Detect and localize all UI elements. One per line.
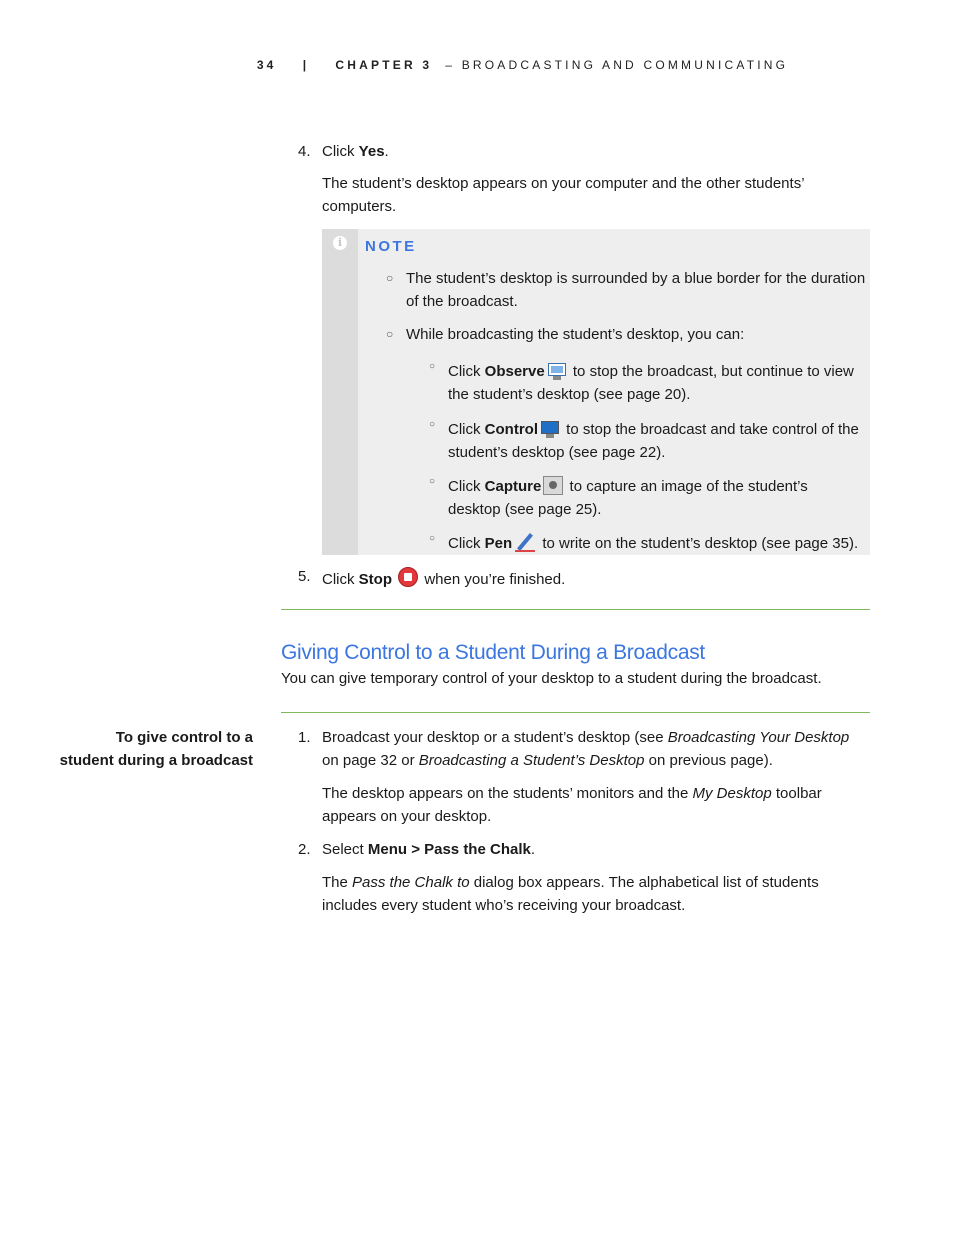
link-broadcasting-your-desktop: Broadcasting Your Desktop <box>667 729 850 746</box>
observe-label: Observe <box>484 363 545 380</box>
control-icon <box>540 421 560 438</box>
step-text: Click <box>322 571 359 588</box>
pen-icon <box>514 532 536 552</box>
note-item <box>406 267 868 313</box>
procedure-step-1-result <box>322 782 870 828</box>
step-text: on page 32 or <box>322 752 419 769</box>
pen-label: Pen <box>484 535 513 552</box>
procedure-step-2-result <box>322 871 870 917</box>
sub-text: to stop the broadcast, but continue to view <box>568 363 854 380</box>
step-text: Click <box>322 143 359 160</box>
capture-icon <box>543 476 563 495</box>
chapter-label: CHAPTER 3 <box>335 58 433 72</box>
note-line: The student’s desktop is surrounded by a blue border for the duration <box>406 270 866 287</box>
sub-text: to stop the broadcast and take control of the <box>562 421 859 438</box>
note-sub-item <box>448 418 868 464</box>
link-broadcasting-student-desktop: Broadcasting a Student’s Desktop <box>418 752 645 769</box>
stop-icon <box>398 567 418 587</box>
step-number: 5. <box>298 568 311 585</box>
control-label: Control <box>484 421 538 438</box>
result-line: computers. <box>322 198 397 215</box>
sub-text: Click <box>448 535 485 552</box>
sub-text: Click <box>448 363 485 380</box>
bullet-icon: ○ <box>386 327 394 341</box>
stop-label: Stop <box>358 571 392 588</box>
bullet-icon: ○ <box>386 271 394 285</box>
step-4-result <box>322 172 805 218</box>
note-sub-item <box>448 475 868 521</box>
note-sidebar <box>322 229 358 555</box>
sub-text: the student’s desktop (see page 20). <box>448 386 691 403</box>
header-separator: | <box>302 58 310 72</box>
procedure-heading-line: student during a broadcast <box>59 752 253 769</box>
page-header <box>0 58 954 72</box>
note-item: While broadcasting the student’s desktop, you can: <box>406 326 745 343</box>
step-text: Select <box>322 841 368 858</box>
step-text: . <box>384 143 389 160</box>
page-number: 34 <box>256 58 277 72</box>
step-5-text <box>322 567 565 591</box>
result-text: toolbar <box>771 785 822 802</box>
step-4-text <box>322 140 389 163</box>
sub-text: to write on the student’s desktop (see page 35). <box>538 535 859 552</box>
sub-bullet-icon: ○ <box>429 533 436 544</box>
result-line: The student’s desktop appears on your computer and the other students’ <box>322 175 805 192</box>
step-number: 2. <box>298 841 311 858</box>
sub-text: to capture an image of the student’s <box>565 478 808 495</box>
sub-bullet-icon: ○ <box>429 419 436 430</box>
procedure-heading <box>23 726 253 772</box>
yes-label: Yes <box>358 143 385 160</box>
note-sub-item <box>448 532 868 555</box>
chapter-title: – BROADCASTING AND COMMUNICATING <box>445 58 789 72</box>
procedure-step-1 <box>322 726 870 772</box>
observe-icon <box>547 363 567 380</box>
step-number: 1. <box>298 729 311 746</box>
capture-label: Capture <box>484 478 542 495</box>
dialog-name: Pass the Chalk to <box>352 874 470 891</box>
sub-text: desktop (see page 25). <box>448 501 602 518</box>
result-text: The desktop appears on the students’ monitors and the <box>322 785 693 802</box>
section-divider <box>281 712 870 713</box>
step-text: Broadcast your desktop or a student’s desktop (see <box>322 729 668 746</box>
procedure-heading-line: To give control to a <box>115 729 253 746</box>
sub-bullet-icon: ○ <box>429 361 436 372</box>
step-number: 4. <box>298 143 311 160</box>
step-text: . <box>530 841 536 858</box>
step-text: when you’re finished. <box>420 571 566 588</box>
menu-path: Menu > Pass the Chalk <box>367 841 531 858</box>
result-text: The <box>322 874 353 891</box>
note-sub-item <box>448 360 868 406</box>
sub-text: Click <box>448 478 485 495</box>
sub-text: student’s desktop (see page 22). <box>448 444 666 461</box>
note-line: of the broadcast. <box>406 293 518 310</box>
section-divider <box>281 609 870 610</box>
result-text: dialog box appears. The alphabetical list of students <box>469 874 819 891</box>
section-intro: You can give temporary control of your desktop to a student during the broadcast. <box>281 670 822 687</box>
procedure-step-2 <box>322 838 535 861</box>
info-icon: i <box>333 236 347 250</box>
sub-text: Click <box>448 421 485 438</box>
my-desktop-label: My Desktop <box>692 785 772 802</box>
step-text: on previous page). <box>644 752 773 769</box>
sub-bullet-icon: ○ <box>429 476 436 487</box>
result-text: appears on your desktop. <box>322 808 492 825</box>
section-heading: Giving Control to a Student During a Broadcast <box>281 641 705 664</box>
note-title: NOTE <box>365 238 417 255</box>
result-text: includes every student who’s receiving your broadcast. <box>322 897 686 914</box>
